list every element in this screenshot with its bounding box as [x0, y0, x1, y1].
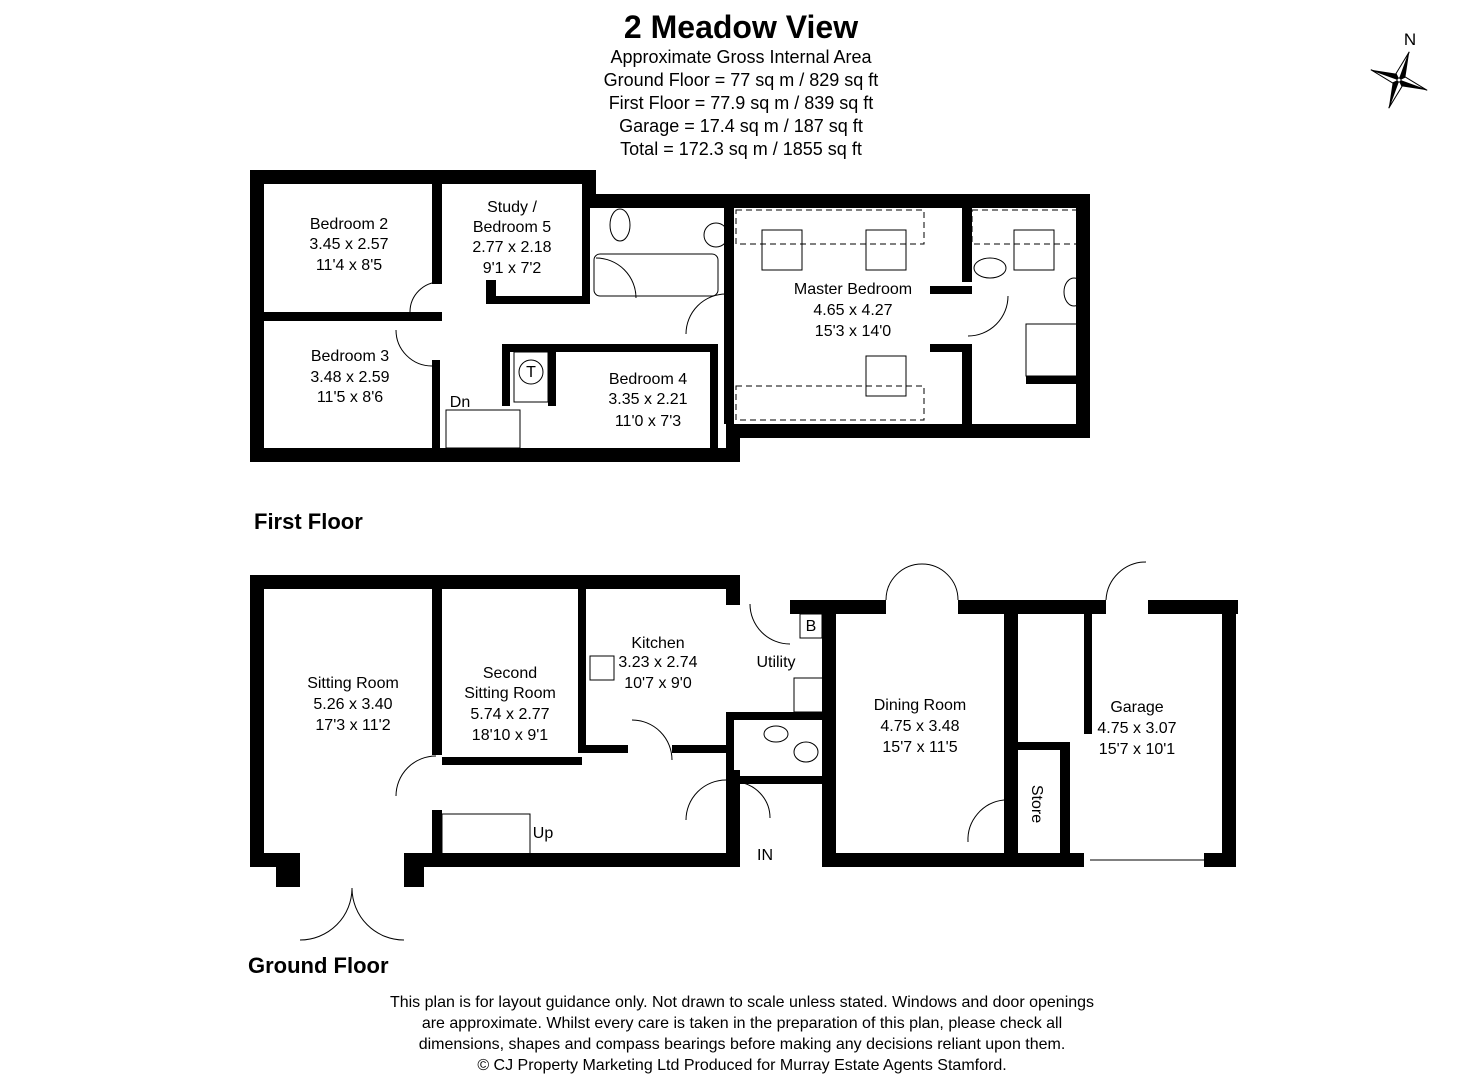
ground-floor-walls [250, 575, 1238, 887]
compass-north-label: N [1403, 30, 1417, 49]
room-imperial-garage: 15'7 x 10'1 [1098, 741, 1176, 758]
room-name-master: Master Bedroom [793, 281, 913, 298]
area-first-floor: First Floor = 77.9 sq m / 839 sq ft [608, 93, 874, 113]
room-metric-garage: 4.75 x 3.07 [1097, 720, 1177, 737]
room-name-second-line1: Second [482, 665, 538, 682]
disclaimer-line: are approximate. Whilst every care is taken in the preparation of this plan, please check all [421, 1015, 1063, 1032]
room-metric-bedroom3: 3.48 x 2.59 [310, 369, 390, 386]
disclaimer [300, 992, 1184, 1076]
room-name-study-line2: Bedroom 5 [472, 219, 552, 236]
disclaimer-line: dimensions, shapes and compass bearings before making any decisions reliant upon them. [418, 1036, 1066, 1053]
room-name-sitting: Sitting Room [307, 675, 399, 692]
area-ground-floor: Ground Floor = 77 sq m / 829 sq ft [603, 70, 879, 90]
room-name-second-line2: Sitting Room [464, 685, 556, 702]
first-floor-label: First Floor [254, 509, 363, 534]
room-metric-sitting: 5.26 x 3.40 [313, 696, 393, 713]
disclaimer-line: This plan is for layout guidance only. Not drawn to scale unless stated. Windows and door openings [389, 994, 1095, 1011]
room-metric-second: 5.74 x 2.77 [470, 706, 550, 723]
room-imperial-sitting: 17'3 x 11'2 [315, 717, 391, 734]
room-name-garage: Garage [1110, 699, 1164, 716]
entrance-label: IN [757, 847, 773, 864]
tank-label: T [526, 364, 536, 381]
area-subtitle: Approximate Gross Internal Area [610, 47, 872, 67]
room-imperial-dining: 15'7 x 11'5 [882, 739, 958, 756]
room-name-bedroom3: Bedroom 3 [310, 348, 390, 365]
copyright-line: © CJ Property Marketing Ltd Produced for Murray Estate Agents Stamford. [477, 1057, 1007, 1074]
room-imperial-second: 18'10 x 9'1 [471, 727, 549, 744]
boiler-label: B [805, 618, 817, 635]
room-imperial-master: 15'3 x 14'0 [814, 323, 892, 340]
area-garage: Garage = 17.4 sq m / 187 sq ft [619, 116, 863, 136]
room-name-bedroom4: Bedroom 4 [608, 371, 688, 388]
stairs-up-label: Up [532, 825, 554, 842]
room-name-utility: Utility [756, 654, 796, 671]
room-metric-bedroom4: 3.35 x 2.21 [608, 391, 688, 408]
property-title: 2 Meadow View [623, 9, 859, 45]
room-imperial-bedroom4: 11'0 x 7'3 [614, 413, 682, 430]
room-name-dining: Dining Room [873, 697, 967, 714]
room-imperial-bedroom3: 11'5 x 8'6 [316, 389, 384, 406]
room-name-store: Store [1028, 784, 1045, 824]
room-imperial-kitchen: 10'7 x 9'0 [624, 675, 692, 692]
room-imperial-study: 9'1 x 7'2 [482, 260, 542, 277]
ground-floor-label: Ground Floor [248, 953, 389, 978]
room-imperial-bedroom2: 11'4 x 8'5 [315, 257, 383, 274]
room-metric-dining: 4.75 x 3.48 [880, 718, 960, 735]
room-name-study-line1: Study / [487, 199, 537, 216]
room-metric-bedroom2: 3.45 x 2.57 [309, 236, 389, 253]
room-name-bedroom2: Bedroom 2 [309, 216, 389, 233]
stairs-down-label: Dn [449, 394, 471, 411]
room-metric-study: 2.77 x 2.18 [472, 239, 552, 256]
room-metric-kitchen: 3.23 x 2.74 [618, 654, 698, 671]
room-name-kitchen: Kitchen [631, 635, 685, 652]
room-metric-master: 4.65 x 4.27 [813, 302, 893, 319]
area-total: Total = 172.3 sq m / 1855 sq ft [620, 139, 862, 159]
